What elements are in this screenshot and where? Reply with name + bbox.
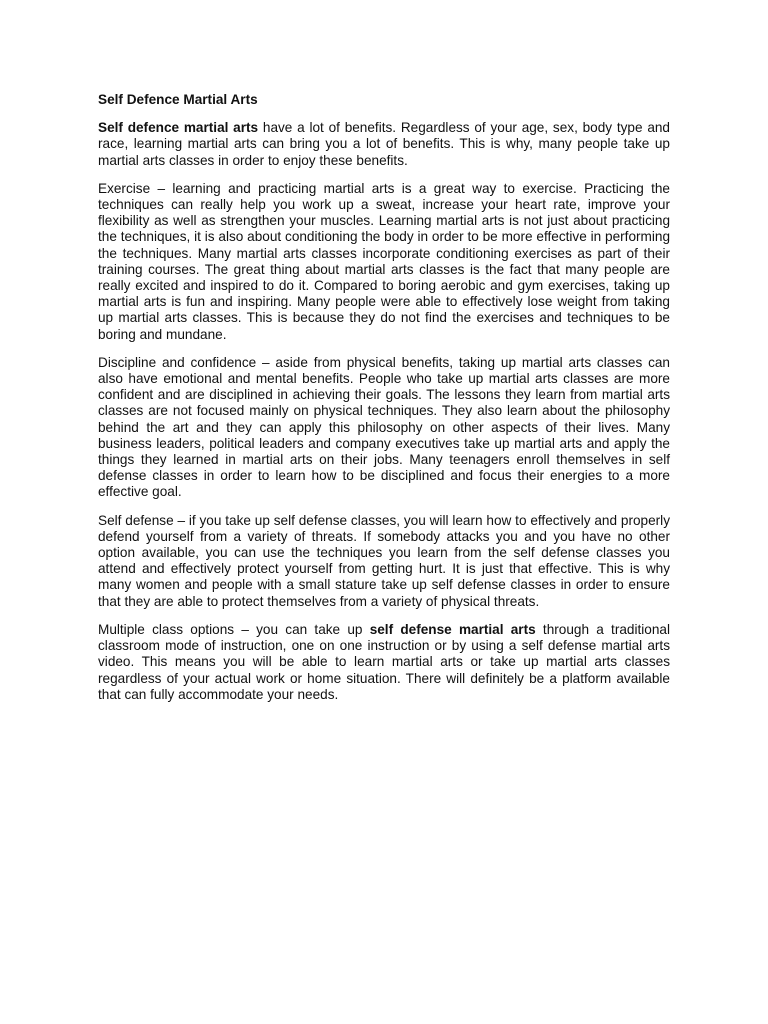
paragraph-class-options xyxy=(98,622,670,703)
document-body xyxy=(98,92,670,715)
bold-inline-phrase: self defense martial arts xyxy=(369,621,536,637)
paragraph-class-options-text-before: Multiple class options – you can take up xyxy=(98,621,370,637)
paragraph-self-defense: Self defense – if you take up self defense classes, you will learn how to effectively and properly defend yourself from a variety of threats. If somebody attacks you and you have no other option available, you can use the techniques you learn from the self defense classes you attend and effectively protect yourself from getting hurt. It is just that effective. This is why many women and people with a small stature take up self defense classes in order to ensure that they are able to protect themselves from a variety of physical threats. xyxy=(98,512,670,609)
bold-lead-phrase: Self defence martial arts xyxy=(98,120,259,136)
paragraph-exercise: Exercise – learning and practicing martial arts is a great way to exercise. Practicing the techniques can really help you work up a sweat, increase your heart rate, improve your flexibility as well as strengthen your muscles. Learning martial arts is not just about practicing the techniques, it is also about conditioning the body in order to be more effective in performing the techniques. Many martial arts classes incorporate conditioning exercises as part of their training courses. The great thing about martial arts classes is the fact that many people are really excited and inspired to do it. Compared to boring aerobic and gym exercises, taking up martial arts is fun and inspiring. Many people were able to effectively lose weight from taking up martial arts classes. This is because they do not find the exercises and techniques to be boring and mundane. xyxy=(98,180,670,342)
paragraph-intro xyxy=(98,120,670,169)
paragraph-intro-text: have a lot of benefits. Regardless of your age, sex, body type and race, learning martial arts can bring you a lot of benefits. This is why, many people take up martial arts classes in order to enjoy these benefits. xyxy=(98,120,670,168)
document-title: Self Defence Martial Arts xyxy=(98,92,258,107)
paragraph-discipline: Discipline and confidence – aside from physical benefits, taking up martial arts classes can also have emotional and mental benefits. People who take up martial arts classes are more confident and are disciplined in achieving their goals. The lessons they learn from martial arts classes are not focused mainly on physical techniques. They also learn about the philosophy behind the art and they can apply this philosophy on other aspects of their lives. Many business leaders, political leaders and company executives take up martial arts and apply the things they learned in martial arts on their jobs. Many teenagers enroll themselves in self defense classes in order to learn how to be disciplined and focus their energies to a more effective goal. xyxy=(98,354,670,500)
paragraph-class-options-text-after: through a traditional classroom mode of instruction, one on one instruction or by using a self defense martial arts video. This means you will be able to learn martial arts or take up martial arts classes regardless of your actual work or home situation. There will definitely be a platform available that can fully accommodate your needs. xyxy=(98,621,670,702)
